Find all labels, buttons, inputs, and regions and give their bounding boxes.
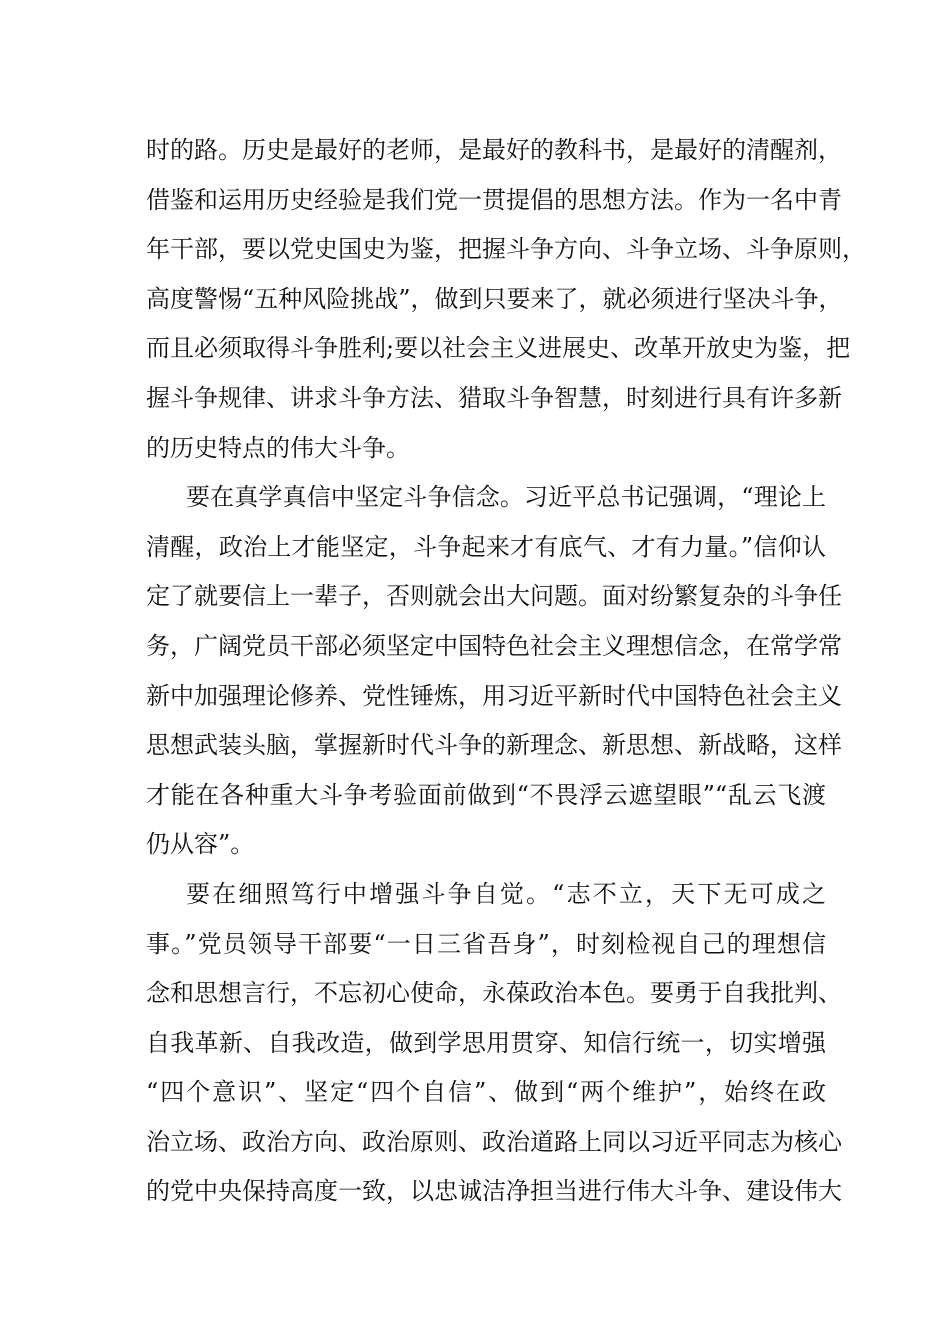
paragraph-2-line-5: 新中加强理论修养、党性锤炼，用习近平新时代中国特色社会主义 xyxy=(146,681,842,710)
paragraph-2-line-1: 要在真学真信中坚定斗争信念。习近平总书记强调，“理论上 xyxy=(186,483,826,512)
paragraph-1-line-1: 时的路。历史是最好的老师，是最好的教科书，是最好的清醒剂， xyxy=(146,136,842,164)
paragraph-1-line-4: 高度警惕“五种风险挑战”，做到只要来了，就必须进行坚决斗争， xyxy=(146,284,843,313)
paragraph-2-line-6: 思想武装头脑，掌握新时代斗争的新理念、新思想、新战略，这样 xyxy=(146,731,842,760)
paragraph-2-line-8: 仍从容”。 xyxy=(146,830,255,859)
paragraph-3-line-1: 要在细照笃行中增强斗争自觉。“志不立，天下无可成之 xyxy=(186,879,826,908)
paragraph-1-line-3: 年干部，要以党史国史为鉴，把握斗争方向、斗争立场、斗争原则， xyxy=(146,235,866,264)
paragraph-2-line-2: 清醒，政治上才能坚定，斗争起来才有底气、才有力量。”信仰认 xyxy=(146,532,826,561)
paragraph-3-line-2: 事。”党员领导干部要“一日三省吾身”，时刻检视自己的理想信 xyxy=(146,929,826,958)
body-text xyxy=(146,126,866,1217)
paragraph-3-line-5: “四个意识”、坚定“四个自信”、做到“两个维护”，始终在政 xyxy=(146,1078,826,1107)
paragraph-1-line-6: 握斗争规律、讲求斗争方法、猎取斗争智慧，时刻进行具有许多新 xyxy=(146,383,842,412)
paragraph-3-line-3: 念和思想言行，不忘初心使命，永葆政治本色。要勇于自我批判、 xyxy=(146,979,842,1008)
paragraph-2-line-7: 才能在各种重大斗争考验面前做到“不畏浮云遮望眼”“乱云飞渡 xyxy=(146,780,826,809)
paragraph-3-line-6: 治立场、政治方向、政治原则、政治道路上同以习近平同志为核心 xyxy=(146,1127,842,1156)
paragraph-1-line-7: 的历史特点的伟大斗争。 xyxy=(146,433,410,462)
paragraph-1-line-5: 而且必须取得斗争胜利;要以社会主义进展史、改革开放史为鉴，把 xyxy=(146,334,851,363)
paragraph-3-line-4: 自我革新、自我改造，做到学思用贯穿、知信行统一，切实增强 xyxy=(146,1028,826,1057)
paragraph-2-line-4: 务，广阔党员干部必须坚定中国特色社会主义理想信念，在常学常 xyxy=(146,631,842,660)
paragraph-1-line-2: 借鉴和运用历史经验是我们党一贯提倡的思想方法。作为一名中青 xyxy=(146,185,842,214)
paragraph-3-line-7: 的党中央保持高度一致，以忠诚洁净担当进行伟大斗争、建设伟大 xyxy=(146,1177,842,1206)
paragraph-2-line-3: 定了就要信上一辈子，否则就会出大问题。面对纷繁复杂的斗争任 xyxy=(146,582,842,611)
